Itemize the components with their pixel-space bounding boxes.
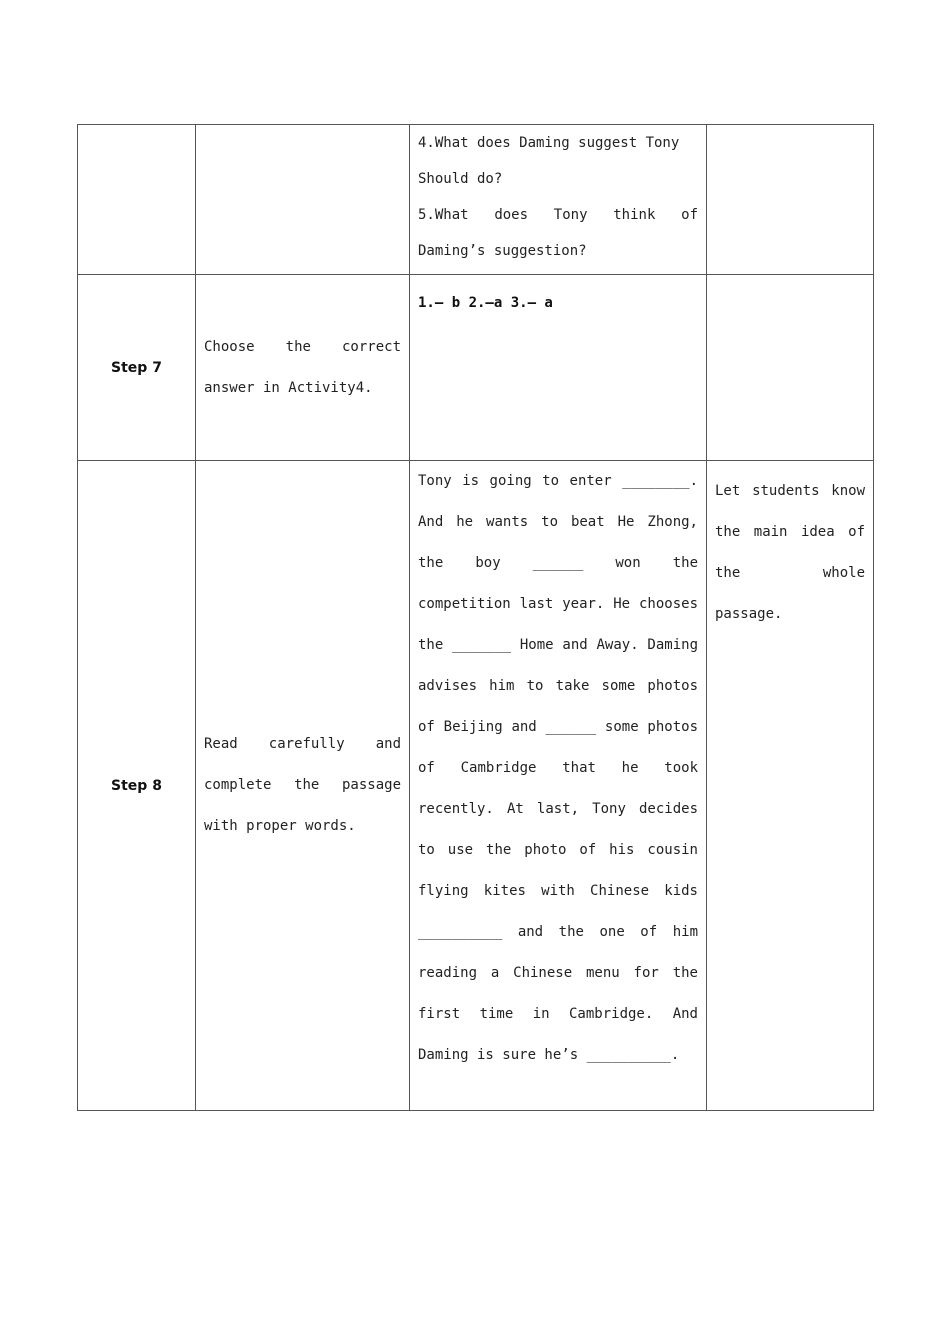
passage-line: Daming is sure he’s __________. — [418, 1047, 680, 1063]
content-line: 4.What does Daming suggest Tony — [418, 135, 680, 151]
lesson-plan-table — [77, 124, 874, 1111]
activity-cell — [196, 125, 410, 275]
purpose-line: passage. — [715, 606, 783, 622]
activity-line: complete the passage — [204, 777, 401, 793]
activity-line: Read carefully and — [204, 736, 401, 752]
content-cell — [410, 125, 707, 275]
table-row — [78, 125, 874, 275]
purpose-cell — [707, 275, 874, 461]
passage-line: of Cambridge that he took — [418, 760, 698, 776]
content-cell — [410, 275, 707, 461]
content-cell — [410, 461, 707, 1111]
passage-line: recently. At last, Tony decides — [418, 801, 698, 817]
activity-line: Choose the correct — [204, 338, 401, 355]
cloze-passage — [410, 461, 706, 1076]
purpose-line: the main idea of — [715, 524, 865, 540]
content-line: Should do? — [418, 171, 503, 187]
step-label: Step 8 — [78, 461, 196, 1111]
passage-line: __________ and the one of him — [418, 924, 698, 940]
passage-line: first time in Cambridge. And — [418, 1006, 698, 1022]
passage-line: to use the photo of his cousin — [418, 842, 698, 858]
passage-line: reading a Chinese menu for the — [418, 965, 698, 981]
activity-cell — [196, 461, 410, 1111]
passage-line: And he wants to beat He Zhong, — [418, 514, 698, 530]
activity-line: with proper words. — [204, 818, 356, 834]
activity-line: answer in Activity4. — [204, 379, 373, 396]
content-line: Daming’s suggestion? — [418, 243, 587, 259]
passage-line: of Beijing and ______ some photos — [418, 719, 698, 735]
table-row — [78, 275, 874, 461]
purpose-line: the whole — [715, 565, 865, 581]
purpose-line: Let students know — [715, 483, 865, 499]
passage-line: competition last year. He chooses — [418, 596, 698, 612]
step-label: Step 7 — [78, 275, 196, 461]
passage-line: the _______ Home and Away. Daming — [418, 637, 698, 653]
purpose-cell — [707, 461, 874, 1111]
passage-line: advises him to take some photos — [418, 678, 698, 694]
passage-line: flying kites with Chinese kids — [418, 883, 698, 899]
content-line: 5.What does Tony think of — [418, 207, 698, 223]
activity-cell — [196, 275, 410, 461]
answer-key: 1.— b 2.—a 3.— a — [418, 295, 553, 311]
table-row — [78, 461, 874, 1111]
purpose-cell — [707, 125, 874, 275]
step-cell — [78, 125, 196, 275]
passage-line: Tony is going to enter ________. — [418, 473, 698, 489]
passage-line: the boy ______ won the — [418, 555, 698, 571]
